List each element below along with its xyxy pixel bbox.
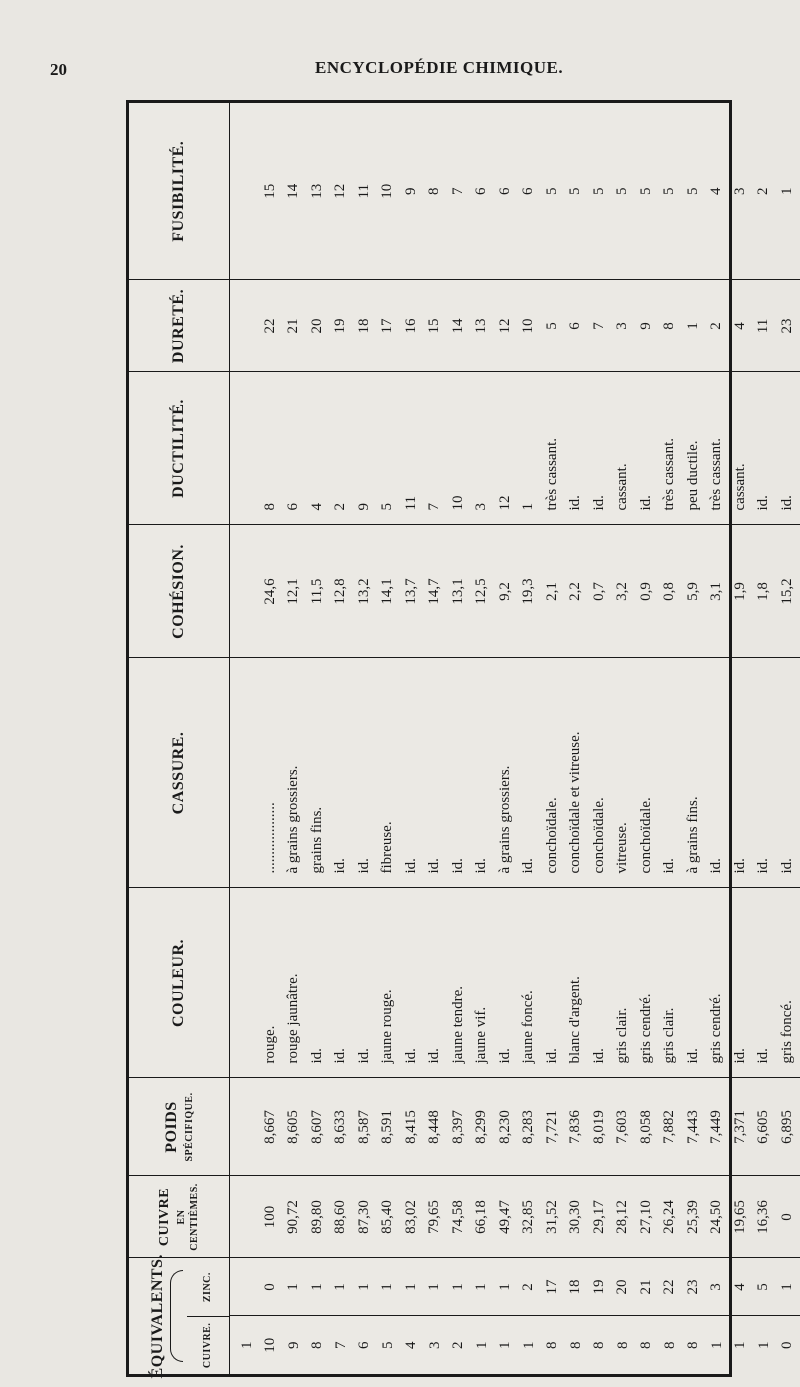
header-cuivre-centiemes-line2: EN [175, 1209, 187, 1225]
table-cell: 14 [449, 318, 466, 334]
table-cell: à grains grossiers. [496, 765, 513, 874]
table-cell: 7 [332, 1341, 349, 1349]
table-cell: 6 [473, 187, 489, 195]
table-cell: id. [426, 858, 442, 874]
header-poids-line2: SPÉCIFIQUE. [183, 1092, 195, 1162]
column-fusibilite [230, 103, 800, 280]
table-cell: 30,30 [567, 1200, 583, 1234]
table-cell: 4 [731, 322, 748, 330]
column-durete [230, 280, 800, 371]
header-cuivre-centiemes-line1: CUIVRE [156, 1187, 172, 1247]
table-cell: 8 [591, 1341, 607, 1349]
table-cell: rouge. [261, 1025, 278, 1064]
table-cell: cassant. [731, 463, 748, 511]
table-cell: 7,443 [684, 1110, 701, 1144]
table-cell: 100 [261, 1205, 278, 1229]
table-cell: 8,397 [449, 1110, 466, 1144]
table-cell: id. [661, 858, 677, 874]
column-cassure [230, 658, 800, 873]
table-cell: 1 [426, 1283, 442, 1291]
header-ductilite: DUCTILITÉ. [129, 372, 229, 525]
table-cell: id. [520, 858, 536, 874]
table-cell: id. [778, 858, 795, 874]
table-cell: 24,6 [261, 578, 278, 605]
table-cell: jaune foncé. [520, 990, 536, 1064]
table-cell: 8 [309, 1341, 325, 1349]
rotated-table [129, 103, 795, 1379]
table-cell: 25,39 [684, 1200, 701, 1234]
table-cell: 5 [637, 187, 654, 195]
table-cell: 26,24 [661, 1200, 677, 1234]
table-cell: 12,8 [332, 578, 348, 605]
table-cell: id. [355, 858, 372, 874]
table-cell: 7 [590, 322, 607, 330]
table-cell: 8,299 [473, 1110, 489, 1144]
data-table-frame [126, 100, 795, 1379]
header-poids-line1: POIDS [163, 1101, 181, 1153]
table-cell: 1 [708, 1341, 725, 1349]
table-cell: 14 [285, 183, 301, 199]
table-cell: 8 [426, 187, 442, 195]
table-cell: 2 [708, 322, 724, 330]
table-cell: 4 [403, 1341, 419, 1349]
table-cell: 49,47 [496, 1200, 513, 1234]
table-cell: id. [731, 1048, 748, 1064]
table-cell: 6 [285, 502, 301, 511]
table-cell: 2,1 [543, 582, 560, 601]
table-cell: 8 [544, 1341, 560, 1349]
table-cell: id. [402, 1048, 419, 1064]
table-cell: gris clair. [614, 1007, 630, 1064]
table-cell: 8,415 [402, 1110, 419, 1144]
table-cell: 29,17 [590, 1200, 607, 1234]
table-cell: 1 [778, 187, 795, 195]
table-cell: 27,10 [637, 1200, 654, 1234]
table-cell: 8 [638, 1341, 654, 1349]
table-cell: 12 [496, 318, 513, 334]
table-cell: 19 [332, 318, 348, 334]
table-cell: 6 [520, 187, 536, 195]
table-cell: id. [426, 1048, 442, 1064]
table-cell: 8 [261, 502, 278, 511]
table-cell: 8,633 [332, 1110, 348, 1144]
table-cell: 3 [614, 322, 630, 330]
equivalents-header [129, 1254, 229, 1379]
table-cell: id. [708, 858, 724, 874]
table-cell: 8 [567, 1341, 584, 1349]
table-cell: 7,836 [567, 1110, 583, 1144]
table-cell: 1 [732, 1341, 748, 1349]
table-cell: 8,058 [637, 1110, 654, 1144]
table-cell: très cassant. [543, 438, 560, 511]
table-cell: 10 [520, 318, 536, 334]
table-cell: id. [567, 495, 583, 511]
column-poids-specifique [230, 1078, 800, 1175]
table-cell: 20 [308, 318, 325, 334]
table-cell: 19,65 [731, 1200, 748, 1234]
table-cell: 7,603 [614, 1110, 630, 1144]
table-cell: gris clair. [661, 1007, 677, 1064]
table-cell: id. [355, 1048, 372, 1064]
table-cell: conchoïdale. [543, 797, 560, 874]
table-cell: 7,721 [543, 1110, 560, 1144]
table-cell: 8,667 [261, 1110, 278, 1144]
table-cell: 11 [402, 496, 419, 511]
table-cell: 2 [332, 502, 348, 511]
table-cell: 15 [426, 318, 442, 334]
table-cell: 8,591 [379, 1110, 395, 1144]
table-cell: grains fins. [308, 806, 325, 874]
table-cell: 0 [778, 1213, 795, 1221]
table-cell: 9 [285, 1341, 302, 1349]
table-cell: 13,7 [402, 578, 419, 605]
table-cell: 11 [355, 184, 372, 199]
table-cell: 20 [614, 1279, 630, 1295]
table-cell: 1 [402, 1283, 419, 1291]
table-cell: conchoïdale et vitreuse. [567, 731, 583, 874]
table-cell: 1 [778, 1283, 795, 1291]
table-cell: 8,448 [426, 1110, 442, 1144]
table-cell: id. [684, 1048, 701, 1064]
table-cell: gris foncé. [778, 1000, 795, 1064]
table-cell: 6,895 [778, 1110, 795, 1144]
table-cell: 1 [473, 1341, 490, 1349]
column-couleur [230, 888, 800, 1063]
table-cell: id. [590, 1048, 607, 1064]
table-cell: 1 [238, 1341, 255, 1349]
table-cell: 28,12 [614, 1200, 630, 1234]
table-cell: id. [332, 1048, 348, 1064]
table-cell: 10 [379, 183, 395, 199]
table-cell: 3,2 [614, 582, 630, 601]
table-cell: 22 [661, 1279, 677, 1295]
table-cell: 8,605 [285, 1110, 301, 1144]
table-cell: 5 [567, 187, 583, 195]
table-cell: id. [332, 858, 348, 874]
table-cell: 3 [708, 1283, 724, 1291]
table-cell: 6 [356, 1341, 372, 1349]
table-cell: id. [731, 858, 748, 874]
table-cell: 0,8 [661, 582, 677, 601]
table-cell: 13 [308, 183, 325, 199]
table-cell: 1,9 [731, 582, 748, 601]
table-cell: 88,60 [332, 1200, 348, 1234]
table-cell: id. [778, 495, 795, 511]
table-cell: 3 [426, 1341, 443, 1349]
table-cell: 1 [379, 1283, 395, 1291]
table-cell: conchoïdale. [637, 797, 654, 874]
table-cell: 8,019 [590, 1110, 607, 1144]
table-cell: jaune rouge. [379, 989, 395, 1064]
table-cell: 10 [449, 495, 466, 511]
table-cell: 11,5 [308, 578, 325, 605]
table-cell: 6 [567, 322, 583, 330]
table-cell: id. [755, 1048, 771, 1064]
table-cell: 12 [332, 183, 348, 199]
table-cell: 1 [355, 1283, 372, 1291]
table-cell: 5 [755, 1283, 771, 1291]
table-cell: 18 [355, 318, 372, 334]
table-cell: 5 [684, 187, 701, 195]
table-cell: 8,283 [520, 1110, 536, 1144]
table-cell: id. [590, 495, 607, 511]
table-cell: blanc d'argent. [567, 976, 583, 1064]
table-cell: 17 [543, 1279, 560, 1295]
table-cell: 90,72 [285, 1200, 301, 1234]
table-cell: à grains fins. [684, 796, 701, 874]
table-cell: 4 [731, 1283, 748, 1291]
table-cell: id. [308, 1048, 325, 1064]
column-cuivre [230, 1317, 800, 1375]
table-cell: 9 [355, 502, 372, 511]
table-cell: id. [473, 858, 489, 874]
table-cell: 12,1 [285, 578, 301, 605]
table-cell: id. [755, 495, 771, 511]
table-cell: 8 [685, 1341, 701, 1349]
table-cell: 1 [520, 502, 536, 511]
table-cell: 8,230 [496, 1110, 513, 1144]
table-cell: 8 [661, 322, 677, 330]
table-cell: 7 [449, 187, 466, 195]
table-cell: 18 [567, 1279, 583, 1295]
table-cell: 12,5 [473, 578, 489, 605]
table-cell: 4 [708, 187, 724, 195]
table-cell: 13,2 [355, 578, 372, 605]
table-cell: 5 [614, 187, 630, 195]
table-cell: 0 [261, 1283, 278, 1291]
table-cell: très cassant. [708, 438, 724, 511]
table-cell: 9 [637, 322, 654, 330]
table-cell: 1,8 [755, 582, 771, 601]
table-cell: id. [637, 495, 654, 511]
table-cell: 2 [450, 1341, 466, 1349]
table-cell: conchoïdale. [590, 797, 607, 874]
table-cell: 7 [426, 502, 442, 511]
table-cell: 14,1 [379, 578, 395, 605]
column-ductilite [230, 372, 800, 510]
table-cell: id. [402, 858, 419, 874]
table-cell: 21 [637, 1279, 654, 1295]
table-cell: 89,80 [308, 1200, 325, 1234]
running-head: ENCYCLOPÉDIE CHIMIQUE. [315, 58, 564, 77]
table-cell: 7,371 [731, 1110, 748, 1144]
table-cell: 14,7 [426, 578, 442, 605]
column-cuivre-centiemes [230, 1176, 800, 1257]
table-cell: 5 [543, 322, 560, 330]
table-cell: 2,2 [567, 582, 583, 601]
table-cell: 0 [779, 1341, 795, 1349]
table-cell: 22 [261, 318, 278, 334]
table-cell: 5 [379, 502, 395, 511]
header-cuivre: CUIVRE. [202, 1322, 214, 1369]
table-cell: 8 [661, 1341, 678, 1349]
column-cohesion [230, 525, 800, 657]
table-cell: 31,52 [543, 1200, 560, 1234]
table-cell: 15 [261, 183, 278, 199]
alloy-properties-table [129, 103, 800, 1379]
table-cell: très cassant. [661, 438, 677, 511]
table-cell: 23 [778, 318, 795, 334]
table-cell: 6 [496, 187, 513, 195]
table-cell: 1 [496, 1283, 513, 1291]
table-cell: 83,02 [402, 1200, 419, 1234]
header-cuivre-centiemes-line3: CENTIÈMES. [189, 1183, 201, 1251]
table-cell: 7,449 [708, 1110, 724, 1144]
table-cell: 4 [308, 502, 325, 511]
table-cell: jaune vif. [473, 1006, 489, 1064]
table-cell: 9,2 [496, 582, 513, 601]
table-cell: id. [543, 1048, 560, 1064]
table-cell: gris cendré. [708, 993, 724, 1064]
table-cell: 1 [473, 1283, 489, 1291]
table-cell: 5,9 [684, 582, 701, 601]
table-cell: 1 [449, 1283, 466, 1291]
table-cell: 7,882 [661, 1110, 677, 1144]
header-durete: DURETÉ. [129, 280, 229, 372]
table-cell: 32,85 [520, 1200, 536, 1234]
table-cell: 5 [590, 187, 607, 195]
header-zinc: ZINC. [202, 1272, 214, 1303]
table-cell: jaune tendre. [449, 986, 466, 1064]
table-cell: 2 [520, 1283, 536, 1291]
table-cell: 74,58 [449, 1200, 466, 1234]
table-cell: fibreuse. [379, 821, 395, 874]
table-cell: 19 [590, 1279, 607, 1295]
table-cell: 1 [285, 1283, 301, 1291]
table-cell: 8,607 [308, 1110, 325, 1144]
table-cell: peu ductile. [684, 440, 701, 511]
table-cell: 1 [332, 1283, 348, 1291]
table-cell: 10 [262, 1337, 278, 1353]
table-cell: 1 [497, 1341, 513, 1349]
table-cell: 3 [473, 502, 489, 511]
table-cell: 16 [402, 318, 419, 334]
table-cell: à grains grossiers. [285, 765, 301, 874]
table-cell: 0,9 [637, 582, 654, 601]
table-cell: 66,18 [473, 1200, 489, 1234]
table-cell: 1 [308, 1283, 325, 1291]
table-cell: 2 [755, 187, 771, 195]
header-cuivre-centiemes [129, 1176, 229, 1258]
header-cohesion: COHÉSION. [129, 525, 229, 658]
table-cell: cassant. [614, 463, 630, 511]
table-cell: 12 [496, 495, 513, 511]
table-cell: 87,30 [355, 1200, 372, 1234]
table-cell: 5 [543, 187, 560, 195]
table-cell: 1 [684, 322, 701, 330]
table-cell: 17 [379, 318, 395, 334]
table-cell: 5 [379, 1341, 396, 1349]
header-poids-specifique [129, 1078, 229, 1176]
table-cell: id. [449, 858, 466, 874]
table-cell: 8,587 [355, 1110, 372, 1144]
table-cell: 19,3 [520, 578, 536, 605]
table-cell: 23 [684, 1279, 701, 1295]
table-cell: id. [755, 858, 771, 874]
page-number: 20 [50, 60, 67, 79]
table-cell: 13 [473, 318, 489, 334]
table-cell: 15,2 [778, 578, 795, 605]
table-cell: 5 [661, 187, 677, 195]
table-cell: 6,605 [755, 1110, 771, 1144]
table-cell: 13,1 [449, 578, 466, 605]
table-cell: vitreuse. [614, 822, 630, 874]
table-cell: 3 [731, 187, 748, 195]
table-cell: 21 [285, 318, 301, 334]
table-cell: 11 [755, 318, 771, 334]
header-couleur: COULEUR. [129, 888, 229, 1078]
table-cell: 79,65 [426, 1200, 442, 1234]
table-cell: 16,36 [755, 1200, 771, 1234]
table-cell: 0,7 [590, 582, 607, 601]
equivalents-brace [170, 1270, 183, 1362]
equivalents-label: ÉQUIVALENTS. [149, 1254, 166, 1379]
table-cell: rouge jaunâtre. [285, 973, 301, 1064]
table-cell: id. [496, 1048, 513, 1064]
table-cell: 85,40 [379, 1200, 395, 1234]
table-cell: 3,1 [708, 582, 724, 601]
header-cassure: CASSURE. [129, 658, 229, 888]
table-cell: ................... [261, 802, 278, 874]
header-fusibilite: FUSIBILITÉ. [129, 103, 229, 280]
table-cell: 1 [520, 1341, 537, 1349]
table-cell: 24,50 [708, 1200, 724, 1234]
table-cell: gris cendré. [637, 993, 654, 1064]
column-zinc [230, 1258, 800, 1315]
table-cell: 8 [614, 1341, 631, 1349]
table-cell: 9 [402, 187, 419, 195]
table-cell: 1 [755, 1341, 772, 1349]
